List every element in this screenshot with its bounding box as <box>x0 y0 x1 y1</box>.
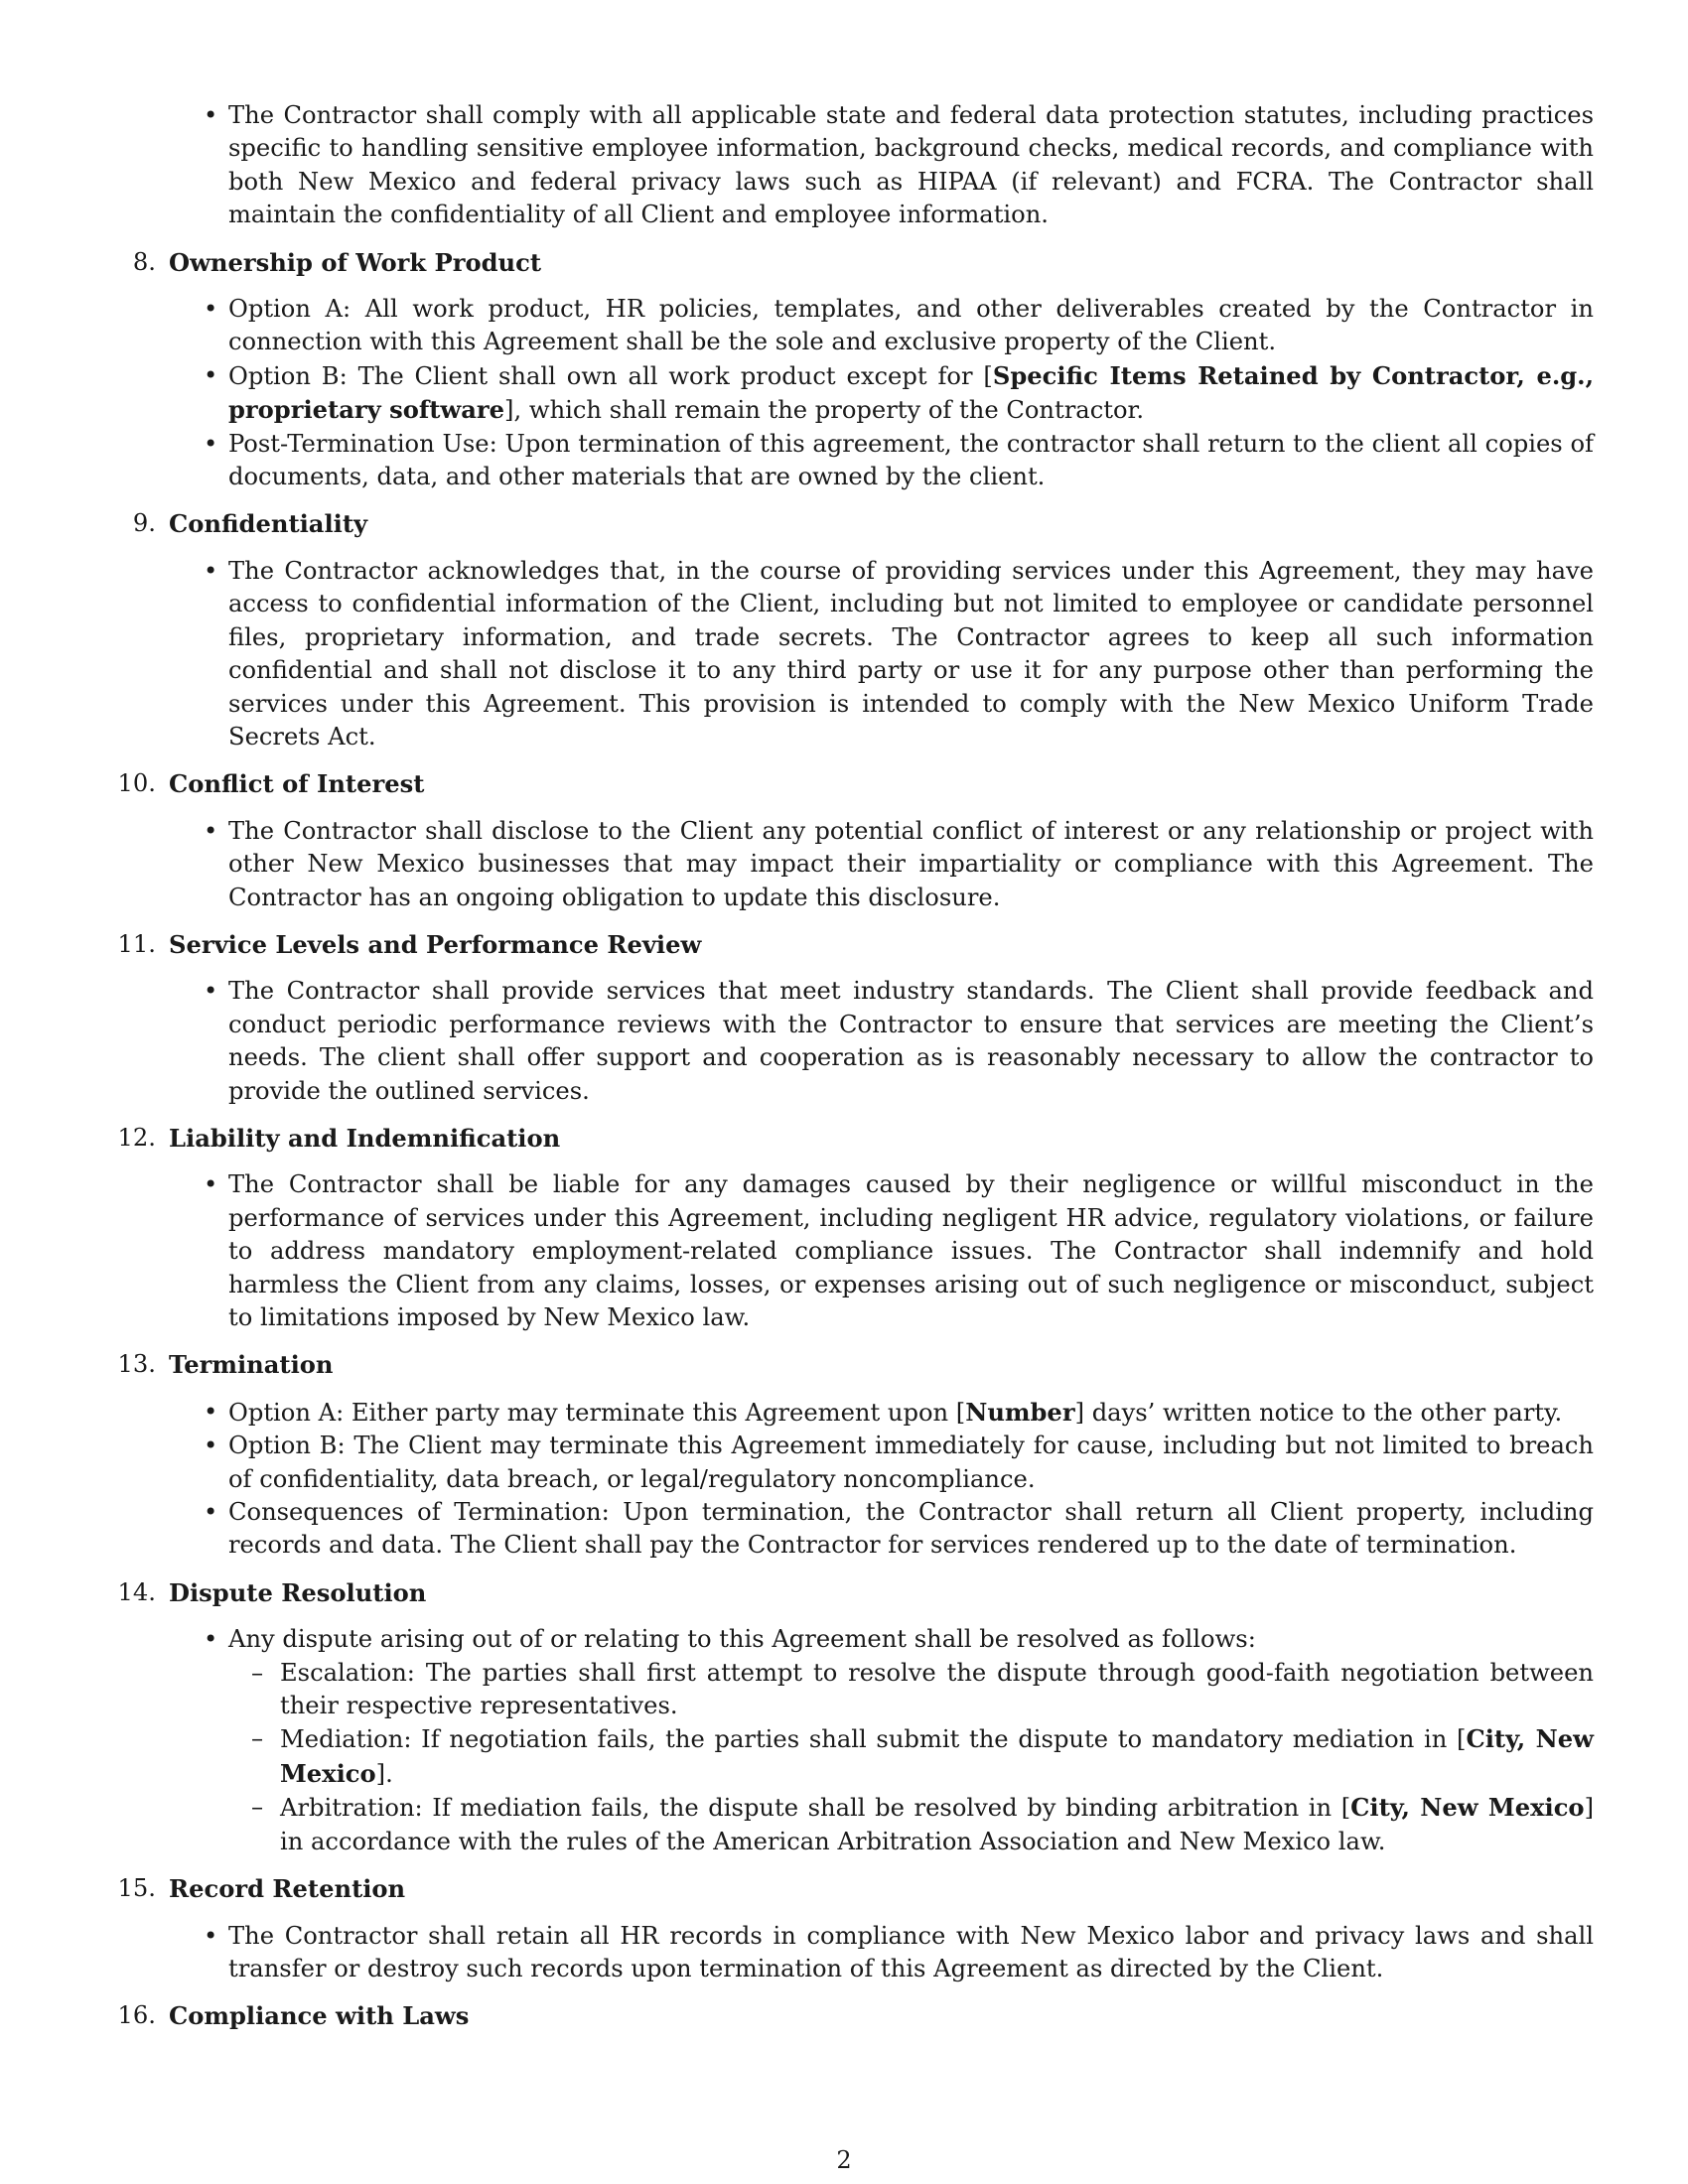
section-title: Service Levels and Performance Review <box>169 929 702 959</box>
section-heading <box>116 246 1594 279</box>
intro-bullet: • The Contractor shall comply with all applicable state and federal data protection statutes, including practices specific to handling sensitive employee information, background checks, medical records, and compliance with both New Mexico and federal privacy laws such as HIPAA (if relevant) and FCRA. The Contractor shall maintain the confidentiality of all Client and employee information. <box>228 99 1594 232</box>
bullet-text: ] in accordance with the rules of the American Arbitration Association and New Mexico law. <box>280 1794 1594 1855</box>
section-title: Termination <box>169 1350 334 1380</box>
section-number: 8. <box>132 247 156 276</box>
bullet-text: Option B: The Client shall own all work product except for [ <box>228 361 993 390</box>
section-number: 15. <box>117 1874 156 1903</box>
bullet-text: ] days’ written notice to the other party. <box>1074 1398 1563 1427</box>
section-number: 13. <box>117 1350 156 1379</box>
section-title: Ownership of Work Product <box>169 247 541 277</box>
section-number: 12. <box>117 1123 156 1152</box>
section-16 <box>116 1999 1594 2032</box>
bullet-text: Any dispute arising out of or relating to this Agreement shall be resolved as follows: <box>228 1625 1256 1654</box>
section-heading <box>116 1872 1594 1905</box>
section-title: Conflict of Interest <box>169 769 425 799</box>
section-heading <box>116 928 1594 961</box>
section-bullets <box>116 555 1594 753</box>
section-bullets <box>116 1396 1594 1563</box>
bullet-item: • Option B: The Client may terminate this Agreement immediately for cause, including but not limited to breach of confidentiality, data breach, or legal/regulatory noncompliance. <box>228 1430 1594 1496</box>
section-title: Liability and Indemnification <box>169 1123 561 1153</box>
bullet-item: • The Contractor shall retain all HR records in compliance with New Mexico labor and privacy laws and shall transfer or destroy such records upon termination of this Agreement as directed by the Client. <box>228 1920 1594 1986</box>
section-13 <box>116 1348 1594 1562</box>
bullet-text: Option A: Either party may terminate this Agreement upon [ <box>228 1398 966 1427</box>
section-heading <box>116 507 1594 540</box>
bullet-item: • The Contractor shall disclose to the Client any potential conflict of interest or any relationship or project with other New Mexico businesses that may impact their impartiality or compliance with this Agreement. The Contractor has an ongoing obligation to update this disclosure. <box>228 815 1594 914</box>
bullet-text: Mediation: If negotiation fails, the parties shall submit the dispute to mandatory mediation in [ <box>280 1725 1467 1754</box>
placeholder-text: Number <box>965 1397 1075 1427</box>
section-bullets <box>116 815 1594 914</box>
section-heading <box>116 1576 1594 1609</box>
section-heading <box>116 1122 1594 1155</box>
bullet-item: • Post-Termination Use: Upon termination of this agreement, the contractor shall return to the client all copies of documents, data, and other materials that are owned by the client. <box>228 428 1594 494</box>
placeholder-text: City, New Mexico <box>280 1724 1594 1788</box>
section-title: Confidentiality <box>169 509 368 539</box>
section-number: 9. <box>132 509 156 538</box>
bullet-text: Arbitration: If mediation fails, the dispute shall be resolved by binding arbitration in [ <box>280 1794 1351 1823</box>
section-bullets <box>116 1168 1594 1334</box>
intro-list <box>116 99 1594 232</box>
section-9 <box>116 507 1594 753</box>
bullet-item: • Option A: All work product, HR policies, templates, and other deliverables created by the Contractor in connection with this Agreement shall be the sole and exclusive property of the Client. <box>228 293 1594 359</box>
section-11 <box>116 928 1594 1108</box>
section-heading <box>116 767 1594 800</box>
sub-item <box>280 1791 1594 1858</box>
sub-item <box>280 1722 1594 1791</box>
section-12 <box>116 1122 1594 1334</box>
bullet-item: • The Contractor acknowledges that, in the course of providing services under this Agreement, they may have access to confidential information of the Client, including but not limited to employee or candidate personnel files, proprietary information, and trade secrets. The Contractor agrees to keep all such information confidential and shall not disclose it to any third party or use it for any purpose other than performing the services under this Agreement. This provision is intended to comply with the New Mexico Uniform Trade Secrets Act. <box>228 555 1594 753</box>
bullet-item <box>228 1623 1594 1858</box>
section-number: 11. <box>117 929 156 958</box>
bullet-text: ], which shall remain the property of the Contractor. <box>504 396 1145 425</box>
document-page <box>116 99 1594 2033</box>
sub-item: – Escalation: The parties shall first attempt to resolve the dispute through good-faith negotiation between their respective representatives. <box>280 1657 1594 1723</box>
bullet-item: • The Contractor shall provide services that meet industry standards. The Client shall provide feedback and conduct periodic performance reviews with the Contractor to ensure that services are meeting the Client’s needs. The client shall offer support and cooperation as is reasonably necessary to allow the contractor to provide the outlined services. <box>228 975 1594 1108</box>
section-heading <box>116 1999 1594 2032</box>
section-bullets <box>116 293 1594 493</box>
section-number: 14. <box>117 1577 156 1606</box>
section-title: Compliance with Laws <box>169 2001 470 2031</box>
section-heading <box>116 1348 1594 1381</box>
section-number: 10. <box>117 769 156 798</box>
placeholder-text: Specific Items Retained by Contractor, e.g., proprietary software <box>228 360 1595 425</box>
bullet-item <box>228 1396 1594 1430</box>
section-15 <box>116 1872 1594 1985</box>
placeholder-text: City, New Mexico <box>1350 1793 1585 1823</box>
section-bullets <box>116 975 1594 1108</box>
section-bullets <box>116 1623 1594 1858</box>
section-number: 16. <box>117 2001 156 2030</box>
bullet-item: • The Contractor shall be liable for any damages caused by their negligence or willful misconduct in the performance of services under this Agreement, including negligent HR advice, regulatory violations, or failure to address mandatory employment-related compliance issues. The Contractor shall indemnify and hold harmless the Client from any claims, losses, or expenses arising out of such negligence or misconduct, subject to limitations imposed by New Mexico law. <box>228 1168 1594 1334</box>
bullet-text: ]. <box>375 1759 393 1788</box>
section-8 <box>116 246 1594 494</box>
section-title: Dispute Resolution <box>169 1577 427 1607</box>
section-bullets <box>116 1920 1594 1986</box>
sub-list <box>228 1657 1594 1858</box>
section-title: Record Retention <box>169 1874 406 1904</box>
page-number: 2 <box>836 2146 852 2174</box>
bullet-item: • Consequences of Termination: Upon termination, the Contractor shall return all Client property, including records and data. The Client shall pay the Contractor for services rendered up to the date of termination. <box>228 1496 1594 1563</box>
section-14 <box>116 1576 1594 1858</box>
bullet-item <box>228 359 1594 428</box>
section-10 <box>116 767 1594 914</box>
